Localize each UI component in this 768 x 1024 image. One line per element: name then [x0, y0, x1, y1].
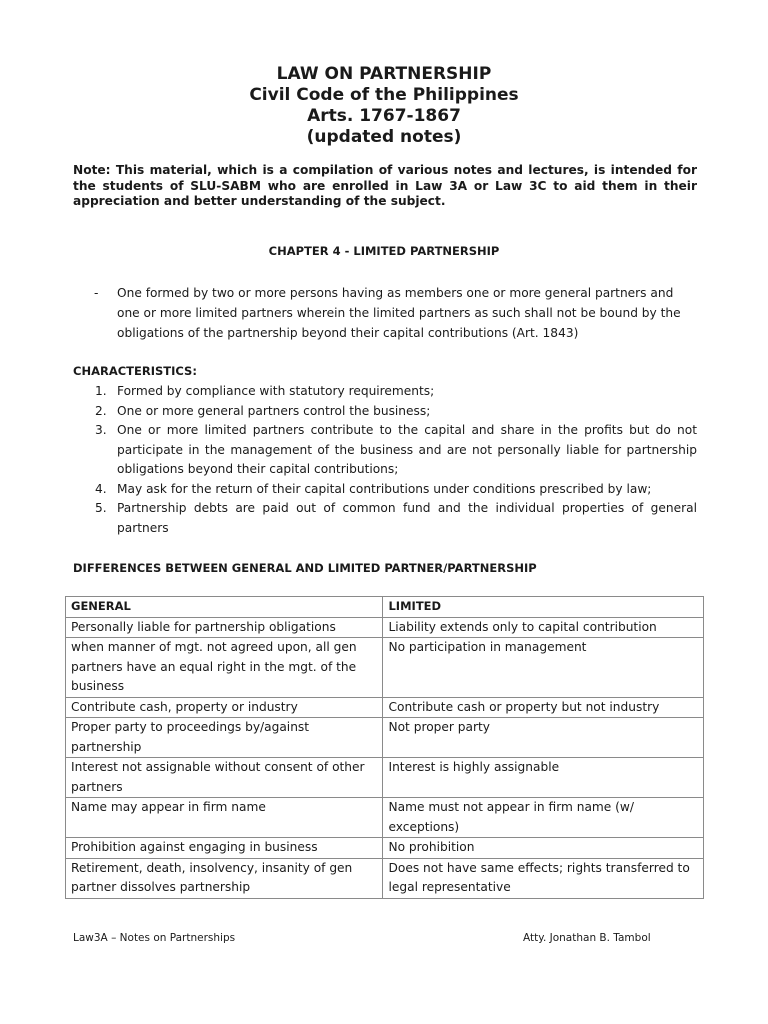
column-header-general: GENERAL — [66, 597, 383, 618]
table-cell: Interest is highly assignable — [383, 758, 704, 798]
table-row — [66, 838, 704, 859]
table-row — [66, 697, 704, 718]
table-cell: Name must not appear in firm name (w/ exceptions) — [383, 798, 704, 838]
table-row — [66, 758, 704, 798]
articles-range: Arts. 1767-1867 — [307, 106, 461, 126]
table-row — [66, 718, 704, 758]
characteristics-heading: CHARACTERISTICS: — [73, 364, 197, 378]
document-subtitle: Civil Code of the Philippines — [249, 85, 519, 105]
list-item — [73, 480, 697, 500]
characteristics-list — [73, 382, 697, 538]
list-item — [73, 421, 697, 480]
title-block — [0, 64, 768, 148]
list-number: 3. — [95, 423, 107, 437]
table-row — [66, 617, 704, 638]
list-item — [73, 499, 697, 538]
table-cell: Interest not assignable without consent of other partners — [66, 758, 383, 798]
list-text: One or more general partners control the business; — [117, 403, 431, 418]
list-number: 5. — [95, 501, 107, 515]
table-cell: No prohibition — [383, 838, 704, 859]
footer-author: Atty. Jonathan B. Tambol — [523, 932, 651, 944]
table-cell: Does not have same effects; rights transferred to legal representative — [383, 858, 704, 898]
list-number: 1. — [95, 384, 107, 398]
chapter-heading: CHAPTER 4 - LIMITED PARTNERSHIP — [268, 244, 500, 258]
list-text: May ask for the return of their capital contributions under conditions prescribed by law; — [117, 481, 652, 496]
table-row — [66, 638, 704, 698]
table-cell: Not proper party — [383, 718, 704, 758]
table-row — [66, 798, 704, 838]
list-number: 4. — [95, 481, 107, 496]
table-cell: Prohibition against engaging in business — [66, 838, 383, 859]
table-cell: Contribute cash, property or industry — [66, 697, 383, 718]
list-number: 2. — [95, 403, 107, 418]
list-item — [73, 382, 697, 402]
table-cell: Proper party to proceedings by/against partnership — [66, 718, 383, 758]
column-header-limited: LIMITED — [383, 597, 704, 618]
notes-label: (updated notes) — [306, 127, 462, 147]
table-row — [66, 858, 704, 898]
differences-heading: DIFFERENCES BETWEEN GENERAL AND LIMITED PARTNER/PARTNERSHIP — [73, 561, 537, 575]
list-text: One or more limited partners contribute to the capital and share in the profits but do not participate in the management of the business and are not personally liable for partnership obligations beyond their capital contributions; — [117, 423, 697, 476]
table-cell: Contribute cash or property but not industry — [383, 697, 704, 718]
table-cell: Name may appear in firm name — [66, 798, 383, 838]
definition-item — [94, 283, 694, 343]
table-cell: when manner of mgt. not agreed upon, all gen partners have an equal right in the mgt. of the business — [66, 638, 383, 698]
table-header-row — [66, 597, 704, 618]
list-item — [73, 402, 697, 422]
table-cell: Personally liable for partnership obligations — [66, 617, 383, 638]
footer-course: Law3A – Notes on Partnerships — [73, 932, 236, 944]
differences-table — [65, 596, 704, 899]
document-title: LAW ON PARTNERSHIP — [276, 64, 492, 84]
list-text: Partnership debts are paid out of common fund and the individual properties of general partners — [117, 501, 697, 535]
table-cell: No participation in management — [383, 638, 704, 698]
table-cell: Retirement, death, insolvency, insanity of gen partner dissolves partnership — [66, 858, 383, 898]
definition-text: One formed by two or more persons having as members one or more general partners and one or more limited partners wherein the limited partners as such shall not be bound by the obligations of the partnership beyond their capital contributions (Art. 1843) — [117, 286, 681, 340]
table-cell: Liability extends only to capital contribution — [383, 617, 704, 638]
dash-bullet: - — [94, 286, 99, 300]
list-text: Formed by compliance with statutory requirements; — [117, 384, 435, 398]
intro-note: Note: This material, which is a compilation of various notes and lectures, is intended for the students of SLU-SABM who are enrolled in Law 3A or Law 3C to aid them in their appreciation and better understanding of the subject. — [73, 163, 697, 208]
